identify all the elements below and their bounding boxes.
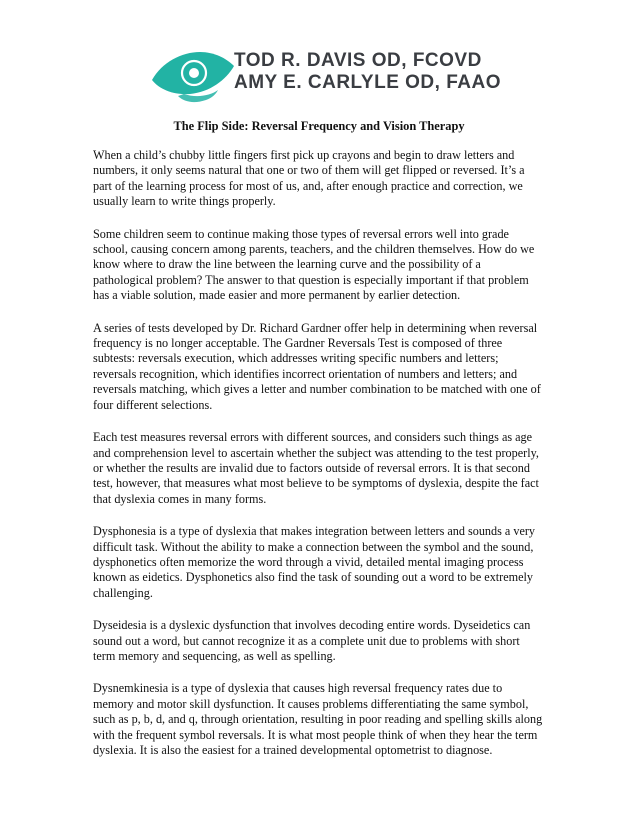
eye-hand-logo-icon <box>148 40 238 110</box>
doctor-name-1: TOD R. DAVIS OD, FCOVD <box>234 50 482 71</box>
article-body <box>93 148 543 775</box>
doctor-names <box>234 50 501 94</box>
paragraph: Each test measures reversal errors with different sources, and considers such things as age and comprehension level to ascertain whether the subject was attending to the test properly, or whether the results are invalid due to factors outside of reversal errors. It is that second test, however, that measures what most believe to be symptoms of dyslexia, despite the fact that dyslexia comes in many forms. <box>93 430 539 506</box>
doctor-name-2: AMY E. CARLYLE OD, FAAO <box>234 72 501 93</box>
paragraph: Dyseidesia is a dyslexic dysfunction that involves decoding entire words. Dyseidetics can sound out a word, but cannot recognize it as a complete unit due to problems with short term memory and sequencing, as well as spelling. <box>93 618 531 663</box>
article-title: The Flip Side: Reversal Frequency and Vision Therapy <box>173 119 465 133</box>
letterhead <box>148 40 501 110</box>
paragraph: A series of tests developed by Dr. Richard Gardner offer help in determining when reversal frequency is no longer acceptable. The Gardner Reversals Test is composed of three subtests: reversals execution, which addresses writing specific numbers and letters; reversals recognition, which identifies incorrect orientation of numbers and letters; and reversals matching, which gives a letter and number combination to be matched with one of four different selections. <box>93 320 541 412</box>
paragraph: Dysnemkinesia is a type of dyslexia that causes high reversal frequency rates due to memory and motor skill dysfunction. It causes problems differentiating the same symbol, such as p, b, d, and q, through orientation, resulting in poor reading and spelling skills along with the frequent symbol reversals. It is what most people think of when they hear the term dyslexia. It is also the easiest for a trained developmental optometrist to diagnose. <box>93 681 543 757</box>
paragraph: When a child’s chubby little fingers first pick up crayons and begin to draw letters and numbers, it only seems natural that one or two of them will get flipped or reversed. It’s a part of the learning process for most of us, and, after enough practice and correction, we usually learn to write things properly. <box>93 148 525 209</box>
paragraph: Dysphonesia is a type of dyslexia that makes integration between letters and sounds a very difficult task. Without the ability to make a connection between the symbol and the sound, dysphonetics often memorize the word through a vivid, detailed mental imaging process known as eidetics. Dysphonetics also find the task of sounding out a word to be extremely challenging. <box>93 524 536 600</box>
paragraph: Some children seem to continue making those types of reversal errors well into grade school, causing concern among parents, teachers, and the children themselves. How do we know where to draw the line between the learning curve and the possibility of a pathological problem? The answer to that question is especially important if that problem has a viable solution, made easier and more permanent by earlier detection. <box>93 226 535 303</box>
